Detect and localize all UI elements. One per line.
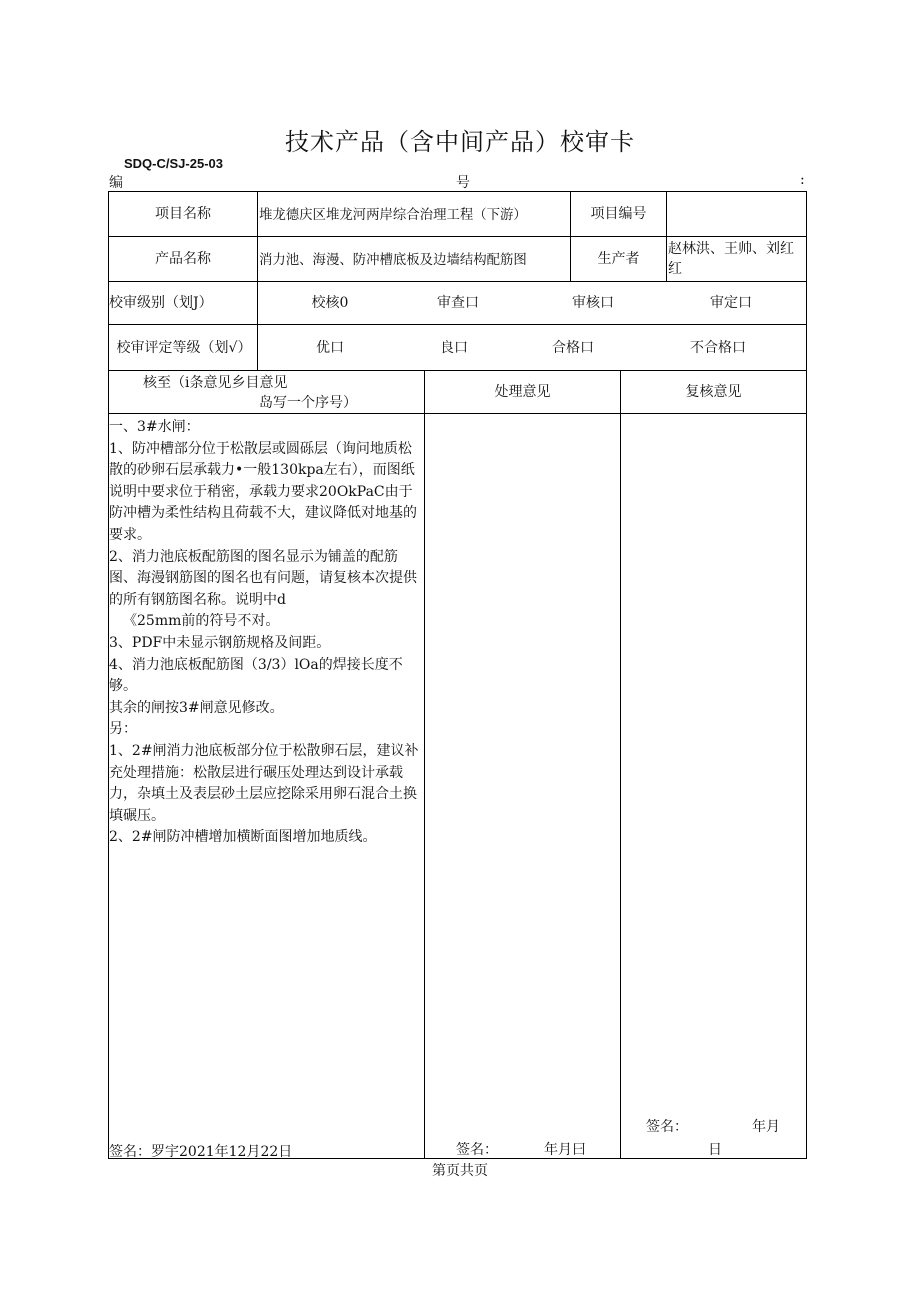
number-label-a: 编 [109,175,123,191]
review-line: 一、3#水闸： [109,419,200,435]
review-line: 4、消力池底板配筋图（3/3）lOa的焊接长度不够。 [109,656,403,695]
recheck-year-month: 年月 [752,1119,780,1135]
grade-option-pass: 合格口 [552,339,594,356]
grade-option-excellent: 优口 [316,339,344,356]
project-name-value: 堆龙德庆区堆龙河两岸综合治理工程（下游） [259,208,527,223]
review-line: 2、消力池底板配筋图的图名显示为铺盖的配筋图、海漫钢筋图的图名也有问题，请复核本次提供的所有钢筋图名称。说明中d [109,548,417,608]
review-level-option-audit: 审核口 [572,295,614,311]
recheck-day: 日 [708,1142,722,1158]
review-line: 2、2#闸防冲槽增加横断面图增加地质线。 [109,829,377,846]
project-number-value [668,192,806,236]
review-signature: 签名：罗宇2021年12月22日 [109,1144,293,1160]
review-header-line1: 核至（i条意见乡目意见 [143,375,288,391]
review-line: 1、防冲槽部分位于松散层或圆砾层（询问地质松散的砂卵石层承载力•一般130kpa左右），而图纸说明中要求位于稍密，承载力要求20OkPaC由于防冲槽为柔性结构且荷载不大，建议降低对地基的要求。 [109,440,417,543]
recheck-header: 复核意见 [685,384,742,400]
handling-header: 处理意见 [494,384,551,400]
page-title: 技术产品（含中间产品）校审卡 [285,128,635,156]
producer-value: 赵林洪、王帅、刘红红 [668,241,794,277]
review-line: 3、PDF中未显示钢筋规格及间距。 [109,634,331,651]
producer-label: 生产者 [597,251,640,267]
review-comments [109,417,423,849]
project-name-label: 项目名称 [155,206,211,222]
page-footer: 第页共页 [432,1163,488,1179]
review-line: 另： [109,721,137,738]
handling-date: 年月曰 [544,1142,586,1158]
review-level-option-approve: 审定口 [710,295,752,311]
grade-option-fail: 不合格口 [690,339,746,356]
review-line: 1、2#闸消力池底板部分位于松散卵石层，建议补充处理措施：松散层进行碾压处理达到设计承载力，杂填土及表层砂土层应挖除采用卵石混合土换填碾压。 [109,742,419,824]
project-number-label: 项目编号 [590,206,647,222]
product-name-label: 产品名称 [155,251,211,267]
recheck-signature: 签名： [646,1119,688,1135]
product-name-value: 消力池、海漫、防冲槽底板及边墙结构配筋图 [259,253,527,268]
handling-signature: 签名： [456,1142,498,1158]
review-level-option-examine: 审查口 [437,295,479,311]
grade-option-good: 良口 [440,339,468,356]
review-line: 其余的闸按3#闸意见修改。 [109,699,284,716]
review-level-label: 校审级别（划J） [109,295,213,311]
form-code: SDQ-C/SJ-25-03 [124,156,223,171]
review-line: 《25mm前的符号不对。 [123,613,280,630]
review-level-option-check: 校核0 [311,295,349,311]
grade-label: 校审评定等级（划√） [116,339,252,356]
review-header-line2: 岛写一个序号） [259,395,357,411]
number-label-b: 号 [456,175,470,191]
number-label-c: : [800,172,805,188]
